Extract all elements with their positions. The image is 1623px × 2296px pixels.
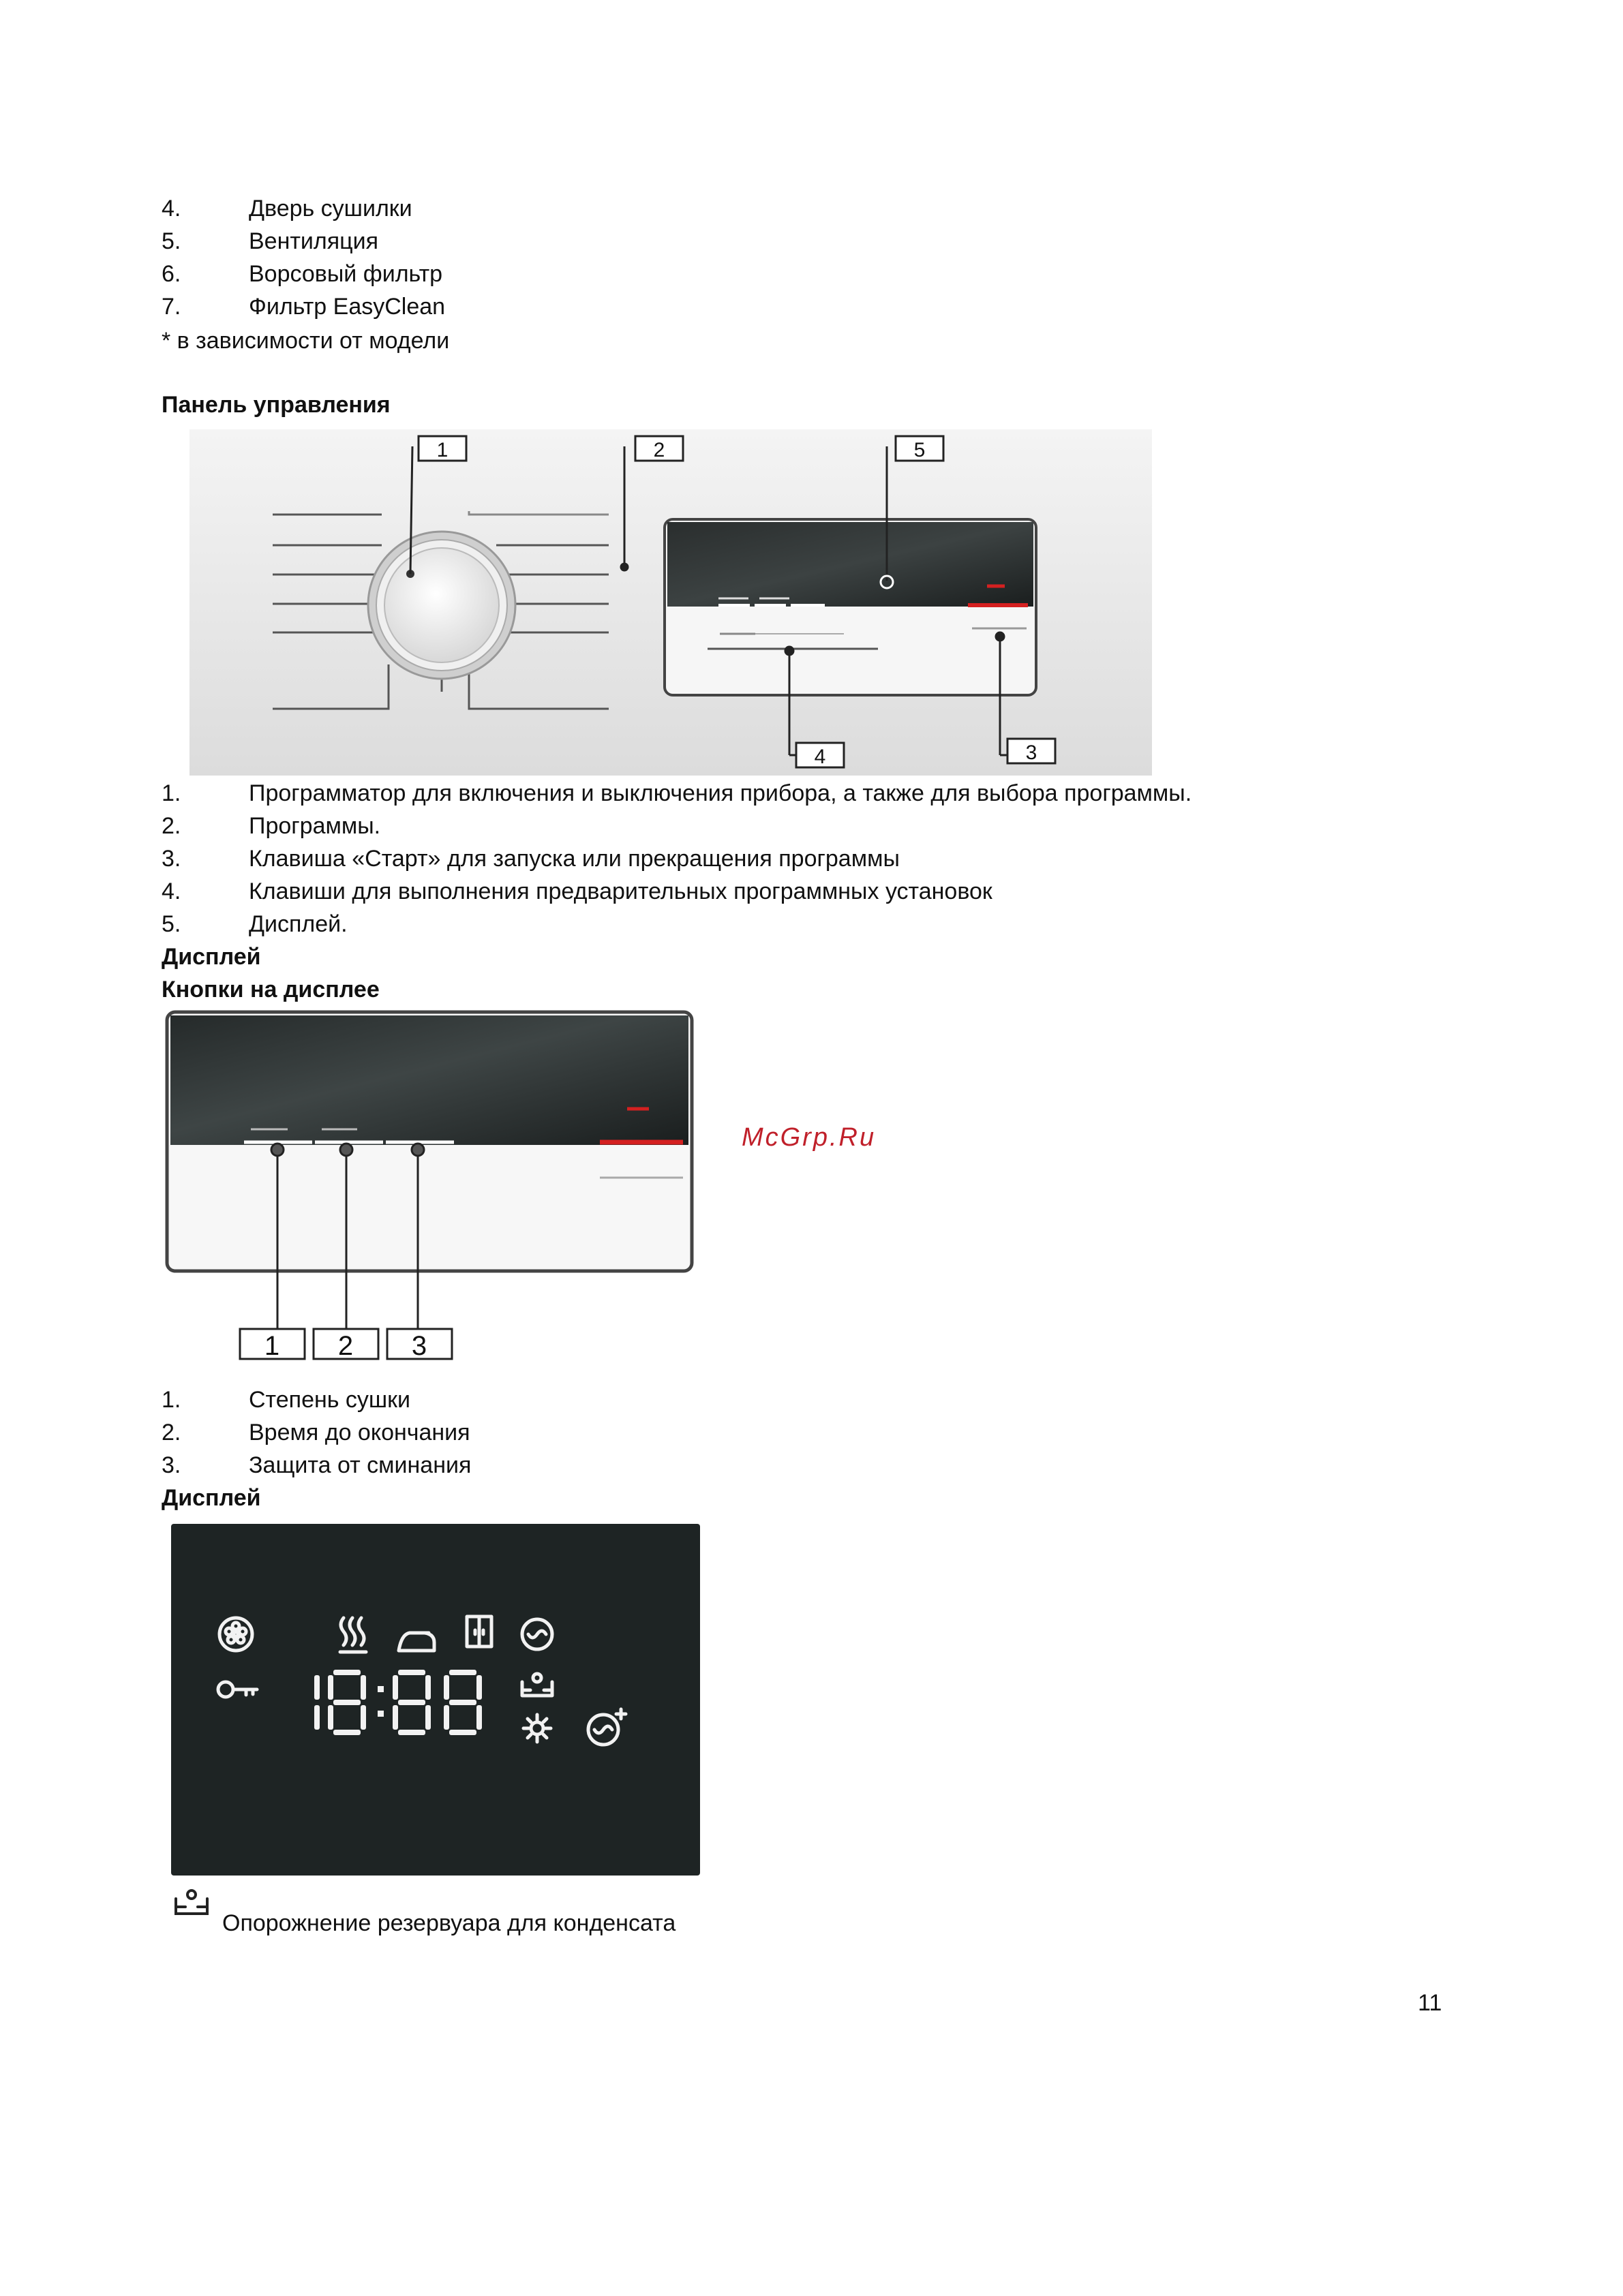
svg-text:1: 1	[264, 1331, 280, 1361]
list-item: Вентиляция	[249, 228, 379, 254]
svg-text:3: 3	[1025, 741, 1037, 764]
display-buttons-figure	[164, 1009, 695, 1363]
svg-text:3: 3	[411, 1331, 427, 1361]
list-number: 5.	[162, 911, 181, 937]
list-number: 3.	[162, 846, 181, 872]
panel-callout-4	[796, 743, 844, 768]
list-item: Степень сушки	[249, 1387, 411, 1413]
svg-text:2: 2	[337, 1331, 354, 1361]
list-number: 2.	[162, 813, 181, 839]
list-item: Клавиши для выполнения предварительных программных установок	[249, 878, 992, 904]
programmer-knob[interactable]	[368, 532, 515, 679]
heading-display: Дисплей	[162, 944, 261, 970]
list-number: 6.	[162, 261, 181, 287]
heading-display-2: Дисплей	[162, 1485, 261, 1511]
display-screen	[170, 1015, 688, 1145]
lcd-display-figure	[171, 1524, 700, 1876]
list-item: Программатор для включения и выключения прибора, а также для выбора программы.	[249, 780, 1192, 806]
list-item: Дверь сушилки	[249, 196, 412, 221]
display-callout-1	[240, 1329, 305, 1361]
list-item: Дисплей.	[249, 911, 348, 937]
section-heading-control-panel: Панель управления	[162, 392, 391, 418]
list-number: 3.	[162, 1452, 181, 1478]
panel-callout-2	[635, 436, 683, 461]
lcd-background	[171, 1524, 700, 1876]
panel-callout-1	[419, 436, 466, 461]
list-item: Фильтр EasyClean	[249, 294, 446, 320]
condensate-caption: Опорожнение резервуара для конденсата	[222, 1910, 676, 1936]
list-number: 2.	[162, 1420, 181, 1445]
list-number: 1.	[162, 1387, 181, 1413]
list-item: Программы.	[249, 813, 381, 839]
svg-text:2: 2	[653, 439, 665, 461]
list-number: 1.	[162, 780, 181, 806]
page-number: 11	[1418, 1990, 1442, 2016]
display-callout-3	[387, 1329, 452, 1361]
footnote: * в зависимости от модели	[162, 328, 450, 354]
svg-text:5: 5	[913, 439, 926, 461]
list-item: Клавиша «Старт» для запуска или прекращения программы	[249, 846, 900, 872]
panel-callout-5	[896, 436, 943, 461]
list-item: Ворсовый фильтр	[249, 261, 443, 287]
display-module	[665, 519, 1036, 695]
list-item: Время до окончания	[249, 1420, 470, 1445]
list-number: 5.	[162, 228, 181, 254]
svg-text:4: 4	[814, 746, 826, 768]
condensate-container-icon	[172, 1886, 213, 1919]
list-number: 4.	[162, 878, 181, 904]
list-item: Защита от сминания	[249, 1452, 472, 1478]
panel-callout-3	[1007, 739, 1055, 764]
list-number: 4.	[162, 196, 181, 221]
watermark: McGrp.Ru	[742, 1123, 877, 1152]
control-panel-figure	[189, 429, 1152, 776]
svg-text:1: 1	[436, 439, 449, 461]
list-number: 7.	[162, 294, 181, 320]
display-callout-2	[314, 1329, 378, 1361]
heading-display-buttons: Кнопки на дисплее	[162, 977, 380, 1002]
